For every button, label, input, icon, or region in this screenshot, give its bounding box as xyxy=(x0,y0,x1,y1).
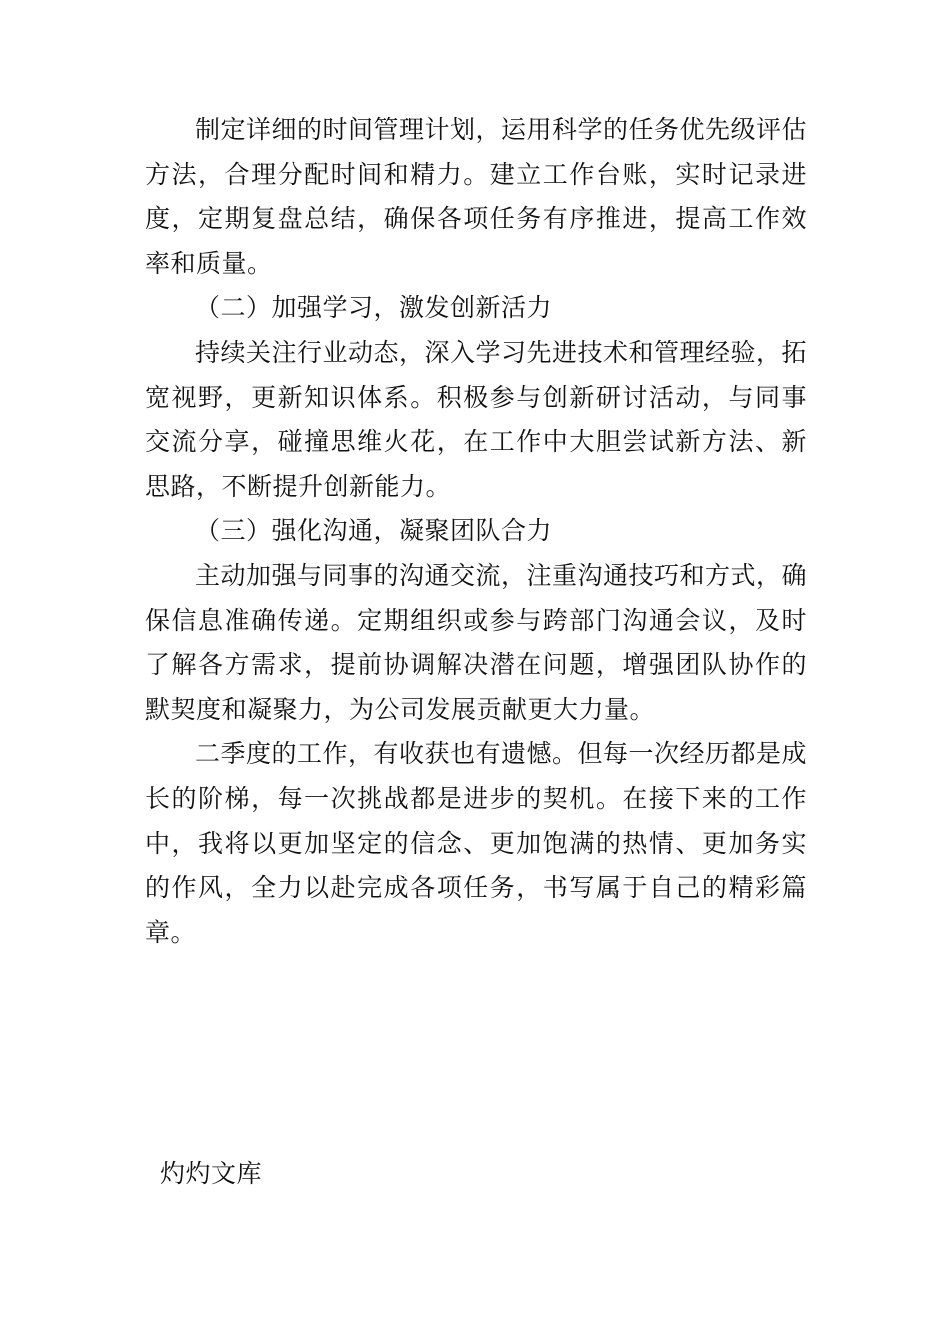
paragraph-communication: 主动加强与同事的沟通交流，注重沟通技巧和方式，确保信息准确传递。定期组织或参与跨部门沟通会议，及时了解各方需求，提前协调解决潜在问题，增强团队协作的默契度和凝聚力，为公司发展贡献更大力量。 xyxy=(145,560,808,724)
paragraph-conclusion: 二季度的工作，有收获也有遗憾。但每一次经历都是成长的阶梯，每一次挑战都是进步的契机。在接下来的工作中，我将以更加坚定的信念、更加饱满的热情、更加务实的作风，全力以赴完成各项任务，书写属于自己的精彩篇章。 xyxy=(145,739,808,947)
paragraph-learning: 持续关注行业动态，深入学习先进技术和管理经验，拓宽视野，更新知识体系。积极参与创新研讨活动，与同事交流分享，碰撞思维火花，在工作中大胆尝试新方法、新思路，不断提升创新能力。 xyxy=(145,337,808,501)
section-heading-learning: （二）加强学习，激发创新活力 xyxy=(195,293,553,323)
paragraph-time-management: 制定详细的时间管理计划，运用科学的任务优先级评估方法，合理分配时间和精力。建立工作台账，实时记录进度，定期复盘总结，确保各项任务有序推进，提高工作效率和质量。 xyxy=(145,115,808,278)
footer-watermark: 灼灼文库 xyxy=(160,1159,263,1188)
section-heading-communication: （三）强化沟通，凝聚团队合力 xyxy=(195,516,553,546)
document-body xyxy=(145,108,807,955)
